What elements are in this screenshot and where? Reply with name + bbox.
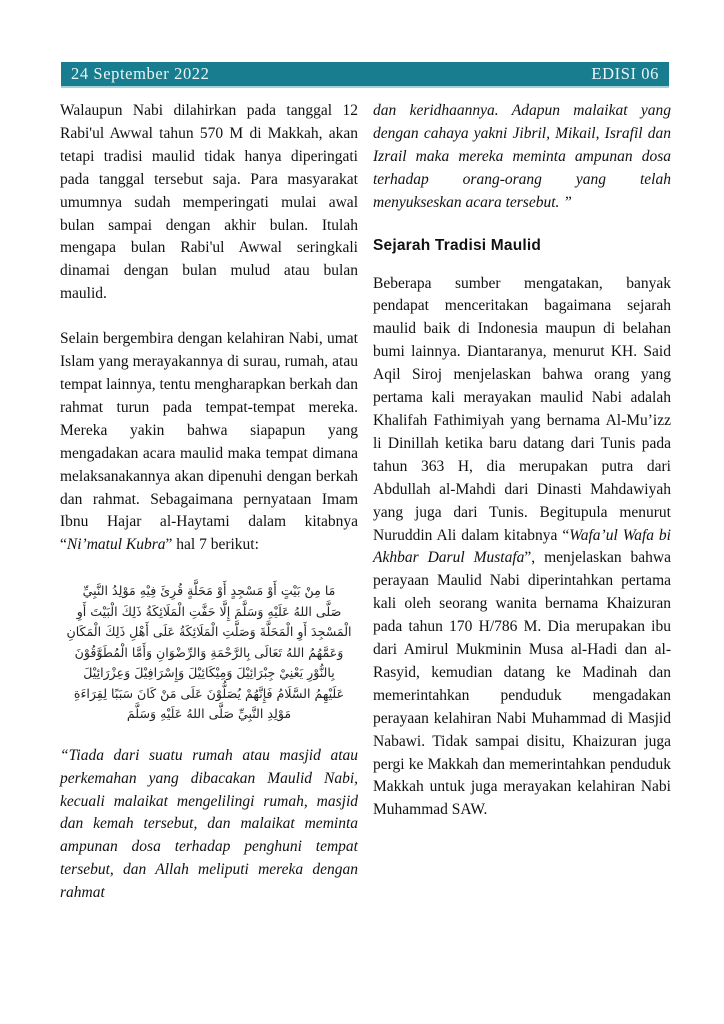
header-edition: EDISI 06 — [591, 64, 659, 83]
paragraph-history — [373, 273, 671, 823]
section-heading: Sejarah Tradisi Maulid — [373, 236, 542, 254]
right-column — [373, 100, 671, 822]
header-date: 24 September 2022 — [71, 64, 210, 83]
arabic-line: وَعَمَّهُمُ اللهُ تَعَالَى بِالرَّحْمَةِ وَالرِّضْوَانِ وَأَمَّا الْمُطَوَّقُوْنَ — [74, 644, 344, 660]
book-title-nimatul-kubra: Ni’matul Kubra — [66, 536, 166, 554]
arabic-quotation — [60, 581, 358, 725]
book-title-wafaul-wafa: Wafa’ul Wafa bi Akhbar Darul Mustafa — [373, 526, 671, 567]
paragraph-maulid-month: Walaupun Nabi dilahirkan pada tanggal 12 Rabi'ul Awwal tahun 570 M di Makkah, akan tetapi tradisi maulid tidak hanya diperingati pada tanggal tersebut saja. Para masyarakat umumnya sudah memperingati mulai awal bulan sampai dengan akhir bulan. Itulah mengapa bulan Rabi'ul Awwal seringkali dinamai dengan bulan mulud atau bulan maulid. — [60, 102, 358, 303]
page-header-bar — [61, 62, 669, 88]
translation-quote-continued: dan keridhaannya. Adapun malaikat yang dengan cahaya yakni Jibril, Mikail, Israfil dan Izrail maka mereka meminta ampunan dosa terhadap orang-orang yang telah menyukseskan acara tersebut. ” — [373, 102, 671, 211]
paragraph-celebration-end: ” hal 7 berikut: — [165, 536, 259, 554]
arabic-line: عَلَيْهِمُ السَّلَامُ فَإِنَّهُمْ يُصَلُّوْنَ عَلَى مَنْ كَانَ سَبَبًا لِقِرَاءَةِ — [73, 685, 345, 701]
paragraph-history-text: Beberapa sumber mengatakan, banyak pendapat menceritakan bagaimana sejarah maulid baik di Indonesia maupun di belahan bumi lainnya. Diantaranya, menurut KH. Said Aqil Siroj menjelaskan bahwa orang yang pertama kali merayakan maulid Nabi adalah Khalifah Fathimiyah yang bernama Al-Mu’izz li Dinillah ketika baru datang dari Tunis pada tahun 363 H, dia merupakan putra dari Abdullah al-Mahdi dari Dinasti Mahdawiyah yang juga dari Tunis. Begitupula menurut Nuruddin Ali dalam kitabnya “ — [373, 274, 671, 544]
translation-quote: “Tiada dari suatu rumah atau masjid atau perkemahan yang dibacakan Maulid Nabi, kecuali malaikat mengelilingi rumah, masjid dan kemah tersebut, dan malaikat meminta ampunan dosa terhadap penghuni tempat tersebut, dan Allah meliputi mereka dengan rahmat — [60, 746, 358, 902]
arabic-line: مَوْلِدِ النَّبِيِّ صَلَّى اللهُ عَلَيْهِ وَسَلَّمَ — [126, 706, 292, 722]
arabic-line: بِالنُّوْرِ يَعْنِيْ جِبْرَائِيْلَ وَمِيْكَائِيْلَ وَإِسْرَافِيْلَ وَعِزْرَائِيْلَ — [83, 665, 335, 681]
paragraph-celebration-text: Selain bergembira dengan kelahiran Nabi, umat Islam yang merayakannya di surau, rumah, atau tempat lainnya, tentu mengharapkan berkah dan rahmat turun pada tempat-tempat mereka. Mereka yakin bahwa siapapun yang mengadakan acara maulid maka tempat dimana melaksanakannya akan dipenuhi dengan berkah dan rahmat. Sebagaimana pernyataan Imam Ibnu Hajar al-Haytami dalam kitabnya “ — [60, 330, 358, 554]
paragraph-celebration — [60, 328, 358, 557]
left-column — [60, 100, 358, 905]
arabic-line: الْمَسْجِدَ أَوِ الْمَحَلَّةَ وَصَلَّتِ الْمَلَائِكَةُ عَلَى أَهْلِ ذَلِكَ الْمَكَانِ — [66, 624, 352, 640]
paragraph-history-end: ”, menjelaskan bahwa perayaan Maulid Nabi diperintahkan pertama kali oleh seorang wanita bernama Khaizuran pada tahun 170 H/786 M. Dia merupakan ibu dari Amirul Mukminin Musa al-Hadi dan al-Rasyid, kemudian datang ke Madinah dan memerintahkan penduduk mengadakan perayaan kelahiran Nabi Muhammad di Masjid Nabawi. Tidak sampai disitu, Khaizuran juga pergi ke Makkah dan memerintahkan penduduk Makkah untuk juga merayakan kelahiran Nabi Muhammad SAW. — [373, 549, 671, 819]
arabic-line: مَا مِنْ بَيْتٍ أَوْ مَسْجِدٍ أَوْ مَحَلَّةٍ قُرِئَ فِيْهِ مَوْلِدُ النَّبِيِّ — [82, 583, 336, 599]
arabic-line: صَلَّى اللهُ عَلَيْهِ وَسَلَّمَ إِلَّا حَفَّتِ الْمَلَائِكَةُ ذَلِكَ الْبَيْتَ أَوِ — [76, 603, 342, 619]
